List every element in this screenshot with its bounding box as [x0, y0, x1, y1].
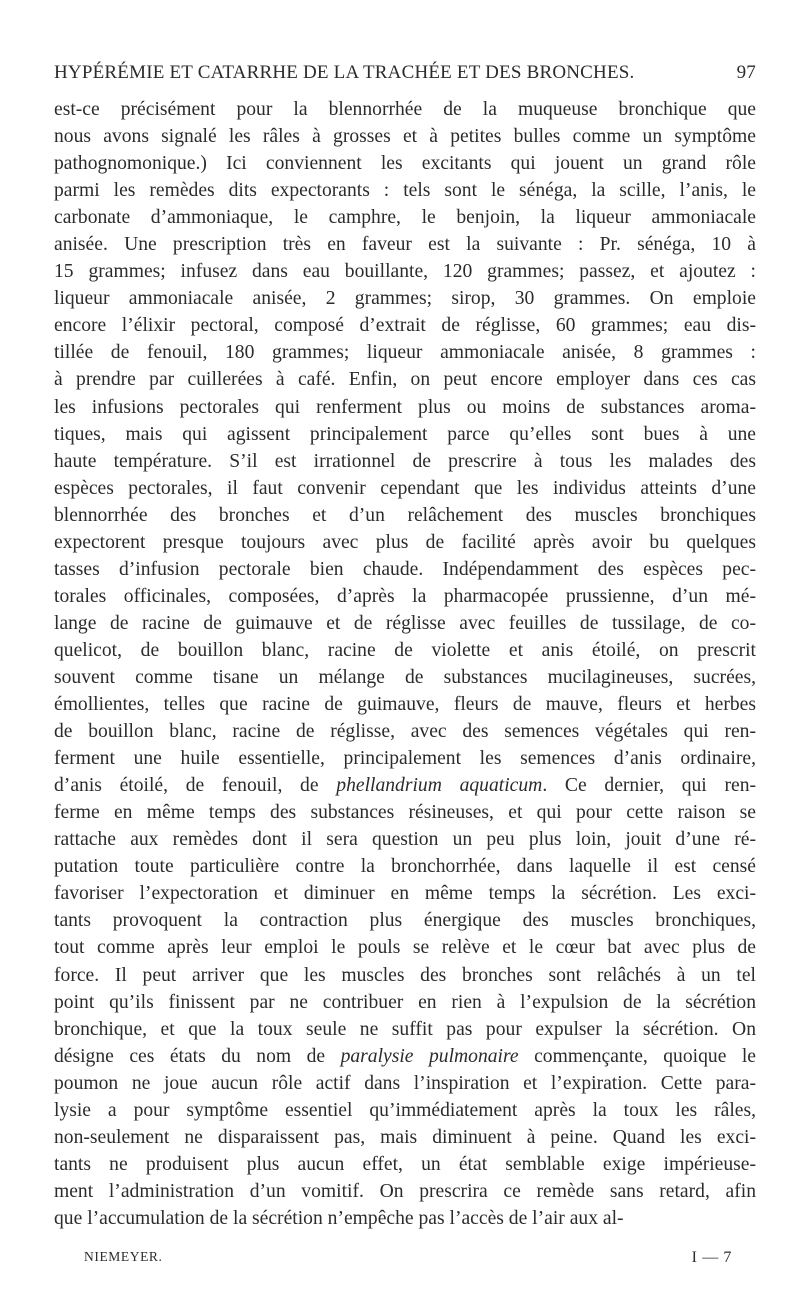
text-line: est-ce précisément pour la blennorrhée de la muqueuse bronchique que [54, 99, 756, 120]
text-line: désigne ces états du nom de paralysie pulmonaire commençante, quoique le [54, 1045, 756, 1067]
text-line: non-seulement ne disparaissent pas, mais diminuent à peine. Quand les exci- [54, 1126, 756, 1148]
text-line: tasses d’infusion pectorale bien chaude. Indépendamment des espèces pec- [54, 558, 756, 580]
text-line: tants provoquent la contraction plus énergique des muscles bronchiques, [54, 910, 756, 932]
text-line: tiques, mais qui agissent principalement parce qu’elles sont bues à une [54, 423, 756, 445]
text-line: pathognomonique.) Ici conviennent les excitants qui jouent un grand rôle [54, 153, 756, 175]
text-line: anisée. Une prescription très en faveur est la suivante : Pr. sénéga, 10 à [54, 234, 756, 256]
text-line: poumon ne joue aucun rôle actif dans l’inspiration et l’expiration. Cette para- [54, 1072, 756, 1094]
body-text [54, 96, 756, 1232]
text-line: lysie a pour symptôme essentiel qu’immédiatement après la toux les râles, [54, 1099, 756, 1121]
text-line: carbonate d’ammoniaque, le camphre, le benjoin, la liqueur ammoniacale [54, 207, 756, 229]
text-line: point qu’ils finissent par ne contribuer en rien à l’expulsion de la sécrétion [54, 991, 756, 1013]
signature-mark: I — 7 [691, 1249, 732, 1266]
text-line: nous avons signalé les râles à grosses et à petites bulles comme un symptôme [54, 126, 756, 148]
text-line: ferment une huile essentielle, principalement les semences d’anis ordinaire, [54, 748, 756, 770]
text-line: ment l’administration d’un vomitif. On prescrira ce remède sans retard, afin [54, 1180, 756, 1202]
text-line: lange de racine de guimauve et de réglisse avec feuilles de tussilage, de co- [54, 612, 756, 634]
page-number: 97 [736, 62, 756, 83]
text-line: tants ne produisent plus aucun effet, un état semblable exige impérieuse- [54, 1153, 756, 1175]
running-title: HYPÉRÉMIE ET CATARRHE DE LA TRACHÉE ET DES BRONCHES. [54, 62, 635, 83]
text-line: souvent comme tisane un mélange de substances mucilagineuses, sucrées, [54, 666, 756, 688]
text-line: force. Il peut arriver que les muscles des bronches sont relâchés à un tel [54, 964, 756, 986]
text-line: espèces pectorales, il faut convenir cependant que les individus atteints d’une [54, 477, 756, 499]
page-footer [84, 1249, 744, 1271]
text-line: bronchique, et que la toux seule ne suffit pas pour expulser la sécrétion. On [54, 1018, 756, 1040]
text-line: putation toute particulière contre la bronchorrhée, dans laquelle il est censé [54, 856, 756, 878]
text-line: tout comme après leur emploi le pouls se relève et le cœur bat avec plus de [54, 937, 756, 959]
text-line: favoriser l’expectoration et diminuer en même temps la sécrétion. Les exci- [54, 883, 756, 905]
text-line: que l’accumulation de la sécrétion n’empêche pas l’accès de l’air aux al- [54, 1207, 624, 1229]
text-line: liqueur ammoniacale anisée, 2 grammes; sirop, 30 grammes. On emploie [54, 288, 756, 310]
footer-author: NIEMEYER. [84, 1249, 163, 1264]
text-line: les infusions pectorales qui renferment plus ou moins de substances aroma- [54, 396, 756, 418]
text-line: quelicot, de bouillon blanc, racine de violette et anis étoilé, on prescrit [54, 639, 756, 661]
text-line: expectorent presque toujours avec plus de facilité après avoir bu quelques [54, 531, 756, 553]
running-header [54, 62, 756, 88]
text-line: d’anis étoilé, de fenouil, de phellandrium aquaticum. Ce dernier, qui ren- [54, 775, 756, 797]
text-line: émollientes, telles que racine de guimauve, fleurs de mauve, fleurs et herbes [54, 694, 756, 716]
text-line: rattache aux remèdes dont il sera question un peu plus loin, jouit d’une ré- [54, 829, 756, 851]
text-line: tillée de fenouil, 180 grammes; liqueur ammoniacale anisée, 8 grammes : [54, 342, 756, 364]
text-line: parmi les remèdes dits expectorants : tels sont le sénéga, la scille, l’anis, le [54, 180, 756, 202]
text-line: blennorrhée des bronches et d’un relâchement des muscles bronchiques [54, 504, 756, 526]
italic-term: phellandrium aquaticum [336, 775, 543, 797]
text-line: à prendre par cuillerées à café. Enfin, on peut encore employer dans ces cas [54, 369, 756, 391]
text-line: haute température. S’il est irrationnel de prescrire à tous les malades des [54, 450, 756, 472]
text-line: encore l’élixir pectoral, composé d’extrait de réglisse, 60 grammes; eau dis- [54, 315, 756, 337]
text-line: torales officinales, composées, d’après la pharmacopée prussienne, d’un mé- [54, 585, 756, 607]
text-line: ferme en même temps des substances résineuses, et qui pour cette raison se [54, 802, 756, 824]
italic-term: paralysie pulmonaire [340, 1045, 519, 1067]
text-line: 15 grammes; infusez dans eau bouillante, 120 grammes; passez, et ajoutez : [54, 261, 756, 283]
text-line: de bouillon blanc, racine de réglisse, avec des semences végétales qui ren- [54, 721, 756, 743]
